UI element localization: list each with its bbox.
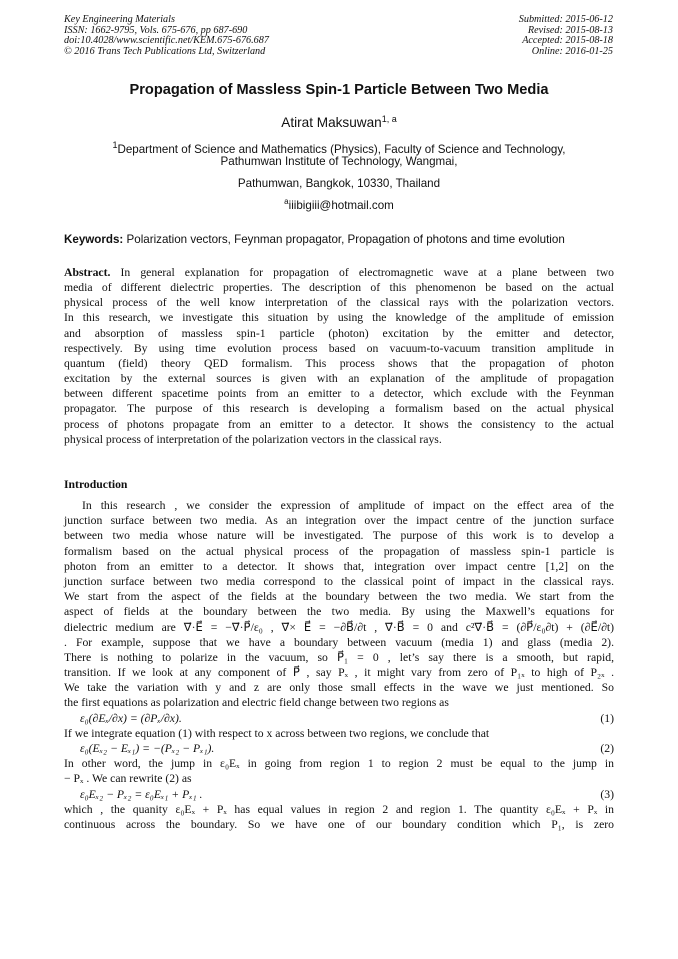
abstract-line: media of different dielectric properties. The description of this phenomenon be based on the actual <box>64 281 614 295</box>
abstract-line: propagator. The purpose of this research is developing a formalism based on the actual physical <box>64 402 614 416</box>
abstract-line: between different spacetime points from an emitter to a detector, which exclude with the Feynman <box>64 387 614 401</box>
equation-3 <box>64 787 614 802</box>
intro-line: aspect of fields at the boundary between the two media. By using the Maxwell’s equations for <box>64 605 614 619</box>
intro-line: between two media whose nature will be investigated. The purpose of this work is to develop a <box>64 529 614 543</box>
abstract-block <box>64 265 614 447</box>
online-date: Online: 2016-01-25 <box>531 45 613 57</box>
author-sup: 1, a <box>381 114 397 124</box>
journal-name: Key Engineering Materials <box>64 14 175 25</box>
intro-line: the first equations as polarization and electric field change between two regions as <box>64 696 449 710</box>
keywords-text: Polarization vectors, Feynman propagator, Propagation of photons and time evolution <box>126 233 565 246</box>
equation-2-expr: ε₀(Eₓ₂ − Eₓ₁) = −(Pₓ₂ − Pₓ₁). <box>80 742 215 755</box>
revised-date: Revised: 2015-08-13 <box>527 24 613 36</box>
intro-line: There is nothing to polarize in the vacuum, so P⃗₁ = 0 , let’s say there is a smooth, but rapid, <box>64 650 614 664</box>
dates-info <box>519 15 613 57</box>
email-sup: a <box>284 197 289 206</box>
abstract-text: In general explanation for propagation of electromagnetic wave at a plane between two <box>120 266 615 279</box>
intro-line: junction surface between two media correspond to the classical point of impact in the classical rays. <box>64 574 614 588</box>
abstract-line: In this research, we investigate this situation by using the knowledge of the amplitude of emission <box>64 311 614 325</box>
equation-2-number: (2) <box>600 742 614 755</box>
intro-line: If we integrate equation (1) with respect to x across between two regions, we conclude that <box>64 726 490 740</box>
issn-line: ISSN: 1662-9795, Vols. 675-676, pp 687-690 <box>64 24 248 36</box>
intro-line: . For example, suppose that we have a boundary between vacuum (media 1) and glass (media 2). <box>64 635 614 649</box>
abstract-line <box>64 265 614 280</box>
accepted-date: Accepted: 2015-08-18 <box>522 35 613 47</box>
affiliation-line-2: Pathumwan Institute of Technology, Wangmai, <box>220 155 458 168</box>
intro-line: − Pₓ . We can rewrite (2) as <box>64 772 192 786</box>
abstract-line: and absorption of massless spin-1 particle (photon) excitation by the emitter and detector, <box>64 326 614 340</box>
author-line <box>40 114 638 130</box>
abstract-line: process of photons propagate from an emitter to a detector. It shows the consistency to the actual <box>64 417 614 431</box>
intro-line: junction surface between two media. As an integration over the impact centre of the junction surface <box>64 514 614 528</box>
intro-line: formalism based on the actual physical process of the propagation of massless spin-1 particle is <box>64 544 614 558</box>
keywords-line <box>64 233 565 246</box>
intro-line: which , the quanity ε₀Eₓ + Pₓ has equal values in region 2 and region 1. The quantity ε₀Eₓ + Pₓ in <box>64 802 614 816</box>
equation-3-expr: ε₀Eₓ₂ − Pₓ₂ = ε₀Eₓ₁ + Pₓ₁ . <box>80 787 203 801</box>
equation-2 <box>64 741 614 756</box>
paper-title: Propagation of Massless Spin-1 Particle Between Two Media <box>129 82 549 98</box>
submitted-date: Submitted: 2015-06-12 <box>518 14 613 25</box>
abstract-label: Abstract. <box>64 266 111 279</box>
affiliation-line-1 <box>40 140 638 156</box>
email-address: iiibigiii@hotmail.com <box>288 199 394 212</box>
abstract-line: physical process of interpretation of the polarization vectors in the classical rays. <box>64 432 442 446</box>
equation-1-number: (1) <box>600 711 614 725</box>
equation-1-expr: ε₀(∂Eₓ/∂x) = (∂Pₓ/∂x). <box>80 711 182 725</box>
introduction-body <box>64 498 614 832</box>
equation-1 <box>64 711 614 726</box>
intro-line: We take the variation with y and z are only those small effects in the wave we just mentioned. So <box>64 681 614 695</box>
intro-line: continuous across the boundary. So we have one of our boundary condition which P₁, is zero <box>64 817 614 831</box>
author-name: Atirat Maksuwan <box>281 115 382 130</box>
abstract-line: physical process of the well know interpretation of the classical rays with the polarization vectors. <box>64 296 614 310</box>
intro-line: transition. If we look at any component of P⃗ , say Pₓ , it might vary from zero of P₁ₓ to high of P₂ₓ . <box>64 666 614 680</box>
intro-line: In this research , we consider the expression of amplitude of impact on the effect area of the <box>82 499 614 512</box>
affiliation-text-1: Department of Science and Mathematics (Physics), Faculty of Science and Technology, <box>117 143 566 156</box>
affiliation-sup: 1 <box>112 140 118 150</box>
doi-line: doi:10.4028/www.scientific.net/KEM.675-676.687 <box>64 35 269 47</box>
copyright-line: © 2016 Trans Tech Publications Ltd, Switzerland <box>64 45 266 57</box>
affiliation-line-3: Pathumwan, Bangkok, 10330, Thailand <box>237 177 441 190</box>
journal-info <box>64 15 269 57</box>
abstract-line: excitation by the external sources is given with an explanation of the amplitude of propagation <box>64 372 614 386</box>
introduction-heading: Introduction <box>64 478 128 491</box>
intro-line-maxwell: dielectric medium are ∇⃗·E⃗ = −∇⃗·P⃗/ε₀ , ∇⃗× E⃗ = −∂B⃗/∂t , ∇⃗·B⃗ = 0 and c²∇⃗·B⃗ = (∂P⃗/ε₀∂t) + (∂E⃗/∂t) <box>64 620 614 634</box>
intro-line: photon from an emitter to a detector. It shows that, integration over impact centre [1,2] on the <box>64 559 614 573</box>
keywords-label: Keywords: <box>64 233 124 246</box>
intro-line: In other word, the jump in ε₀Eₓ in going from region 1 to region 2 must be equal to the jump in <box>64 757 614 771</box>
intro-line: We start from the aspect of the fields at the boundary between the two media. We start from the <box>64 590 614 604</box>
email-line <box>40 197 638 212</box>
equation-3-number: (3) <box>600 787 614 801</box>
abstract-line: quantum (field) theory QED formalism. This process shows that the propagation of photon <box>64 356 614 370</box>
abstract-line: respectively. By using time evolution process based on vacuum-to-vacuum transition amplitude in <box>64 341 614 355</box>
